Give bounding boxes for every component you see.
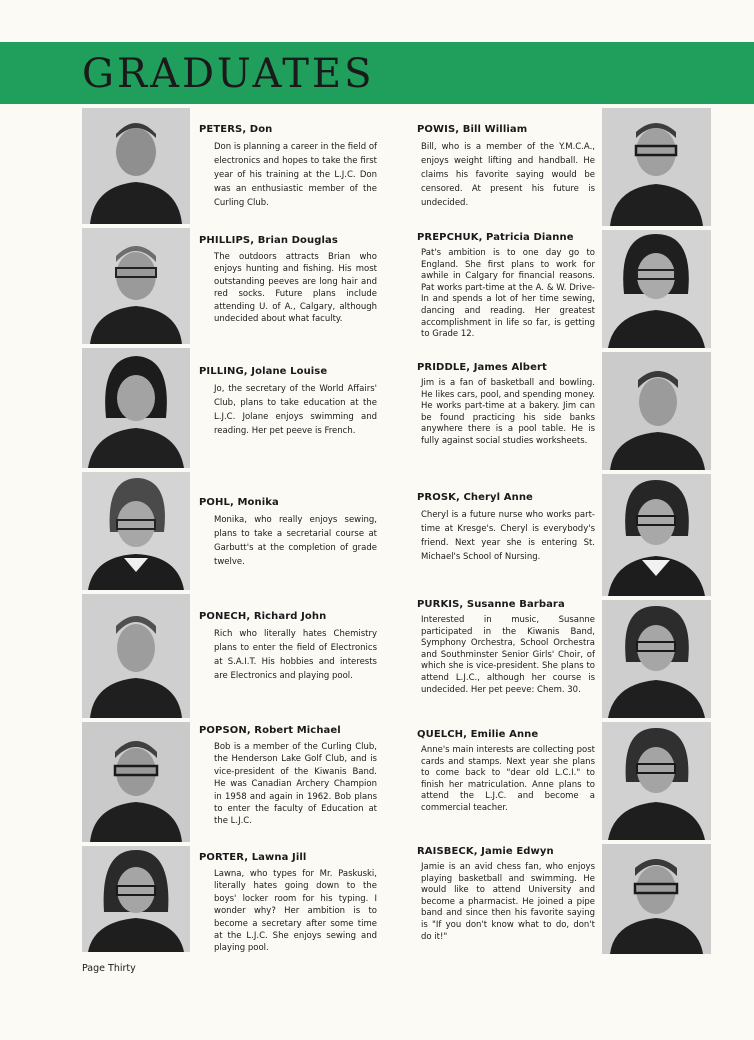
- graduate-bio: Jim is a fan of basketball and bowling. He likes cars, pool, and spending money. He works part-time at a bakery. Jim can be found practicing his side banks anywhere there is a pool table. He is fully against social studies worksheets.: [421, 378, 595, 446]
- portrait-photo: [82, 108, 190, 224]
- portrait-photo: [82, 472, 190, 590]
- portrait-photo: [82, 228, 190, 344]
- graduate-name: PRIDDLE, James Albert: [417, 362, 547, 373]
- graduate-bio: Lawna, who types for Mr. Paskuski, literally hates going down to the boys' locker room for his typing. I wonder why? Her ambition is to become a secretary after some time at the L.J.C. She enjoys sewing and playing pool.: [214, 869, 377, 954]
- graduate-entry: [199, 725, 377, 828]
- graduate-bio: The outdoors attracts Brian who enjoys hunting and fishing. His most outstanding peeves are long hair and red socks. Future plans include attending U. of A., Calgary, although undecided about what faculty.: [214, 252, 377, 325]
- portrait-photo: [602, 474, 711, 596]
- graduate-name: PORTER, Lawna Jill: [199, 852, 307, 863]
- portrait-photo: [82, 846, 190, 952]
- graduate-entry: [417, 599, 595, 696]
- portrait-photo: [82, 722, 190, 842]
- graduate-entry: [199, 366, 377, 438]
- graduate-entry: [417, 362, 595, 448]
- graduate-entry: [417, 492, 595, 564]
- graduate-entry: [417, 232, 595, 341]
- graduate-bio: Don is planning a career in the field of electronics and hopes to take the first year of his training at the L.J.C. Don was an enthusiastic member of the Curling Club.: [214, 142, 378, 208]
- portrait-photo: [82, 348, 190, 468]
- graduate-name: PURKIS, Susanne Barbara: [417, 599, 565, 610]
- graduate-entry: [417, 124, 595, 210]
- page-number: Page Thirty: [82, 963, 136, 974]
- graduate-entry: [199, 852, 377, 955]
- page-title: GRADUATES: [82, 51, 375, 97]
- graduate-name: PILLING, Jolane Louise: [199, 366, 328, 377]
- graduate-bio: Jo, the secretary of the World Affairs' Club, plans to take education at the L.J.C. Jolane enjoys swimming and reading. Her pet peeve is French.: [214, 384, 377, 436]
- graduate-name: POPSON, Robert Michael: [199, 725, 341, 736]
- graduate-entry: [199, 235, 377, 325]
- portrait-photo: [602, 600, 711, 718]
- graduate-entry: [417, 846, 595, 943]
- graduate-bio: Bob is a member of the Curling Club, the Henderson Lake Golf Club, and is vice-president of the Kiwanis Band. He was Canadian Archery Champion in 1958 and again in 1962. Bob plans to enter the faculty of Education at the L.J.C.: [214, 742, 377, 827]
- graduate-bio: Monika, who really enjoys sewing, plans to take a secretarial course at Garbutt's at the completion of grade twelve.: [214, 515, 377, 567]
- graduate-name: RAISBECK, Jamie Edwyn: [417, 846, 554, 857]
- graduate-bio: Rich who literally hates Chemistry plans to enter the field of Electronics at S.A.I.T. His hobbies and interests are Electronics and playing pool.: [214, 629, 377, 681]
- graduate-entry: [199, 611, 377, 683]
- graduate-name: QUELCH, Emilie Anne: [417, 729, 539, 740]
- portrait-photo: [602, 352, 711, 470]
- portrait-photo: [602, 108, 711, 226]
- graduate-bio: Jamie is an avid chess fan, who enjoys playing basketball and swimming. He would like to attend University and become a pharmacist. He joined a pipe band and since then his favorite saying is "If you don't know what to do, don't do it!": [421, 862, 595, 942]
- graduate-bio: Pat's ambition is to one day go to England. She first plans to work for awhile in Calgary for financial reasons. Pat works part-time at the A. & W. Drive-In and spends a lot of her time sewing, dancing and reading. Her greatest accomplishment in life so far, is getting to Grade 12.: [421, 248, 595, 340]
- portrait-photo: [602, 844, 711, 954]
- graduate-name: PREPCHUK, Patricia Dianne: [417, 232, 574, 243]
- graduate-entry: [199, 124, 377, 210]
- graduate-bio: Anne's main interests are collecting post cards and stamps. Next year she plans to come back to "dear old L.C.I." to finish her matriculation. Anne plans to attend the L.J.C. and become a commercial teacher.: [421, 745, 595, 813]
- portrait-photo: [602, 230, 711, 348]
- graduate-bio: Interested in music, Susanne participated in the Kiwanis Band, Symphony Orchestra, School Orchestra and Southminster Senior Girls' Choir, of which she is vice-president. She plans to attend L.J.C., although her course is undecided. Her pet peeve: Chem. 30.: [421, 615, 595, 695]
- graduate-name: PONECH, Richard John: [199, 611, 327, 622]
- graduate-name: POHL, Monika: [199, 497, 279, 508]
- graduate-entry: [199, 497, 377, 569]
- graduate-name: PROSK, Cheryl Anne: [417, 492, 533, 503]
- portrait-photo: [602, 722, 711, 840]
- graduate-bio: Cheryl is a future nurse who works part-time at Kresge's. Cheryl is everybody's friend. Next year she is entering St. Michael's School of Nursing.: [421, 510, 595, 562]
- portrait-photo: [82, 594, 190, 718]
- graduate-entry: [417, 729, 595, 815]
- graduate-bio: Bill, who is a member of the Y.M.C.A., enjoys weight lifting and handball. He claims his favorite saying would be censored. At present his future is undecided.: [421, 142, 595, 208]
- graduate-name: PETERS, Don: [199, 124, 273, 135]
- graduate-name: PHILLIPS, Brian Douglas: [199, 235, 338, 246]
- graduate-name: POWIS, Bill William: [417, 124, 528, 135]
